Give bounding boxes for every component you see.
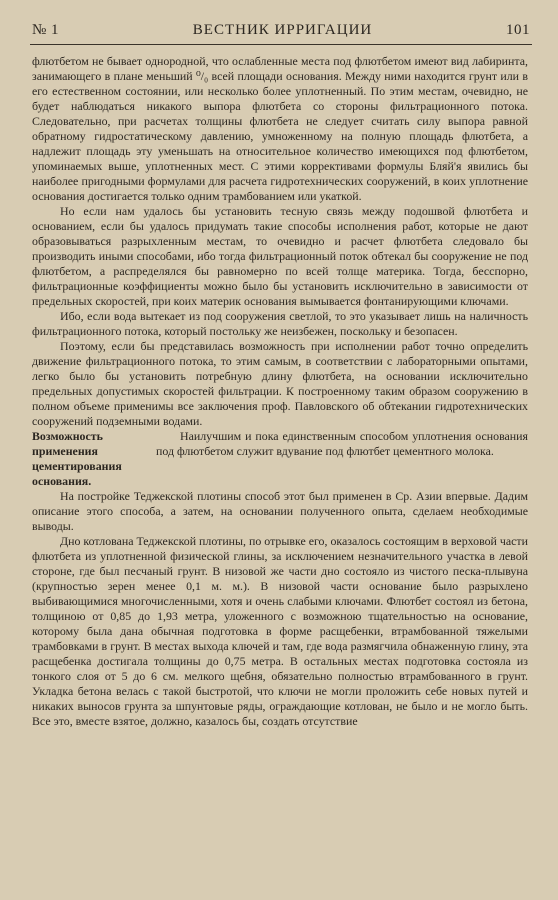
paragraph: флютбетом не бывает однородной, что ослабленные места под флютбетом имеют вид лабиринта, занимающего в плане меньший ⁰/₀ всей площади основания. Между ними находится грунт или в его естественном состоянии, или несколько более уплотненный. По этим местам, очевидно, не будет наблюдаться никакого выпора флютбета со стороны фильтрационного потока. Следовательно, при расчетах толщины флютбета не следует считать силу выпора равной обратному гидростатическому давлению, умноженному на полную площадь флютбета, а надлежит площадь эту уменьшать на относительное количество имеющихся под флютбетом, упоминаемых выше, уплотненных мест. С этими коррективами формулы Бляй'я явились бы наиболее пригодными формулами для расчета гидротехнических сооружений, в коих уплотнение основания достигается только одним трамбованием или укаткой. — [32, 54, 528, 203]
section-block — [32, 429, 528, 489]
section-heading: Возможность применения цементирования основания. — [32, 429, 122, 488]
running-header — [32, 18, 530, 42]
page-number: 101 — [505, 21, 530, 38]
article-body — [32, 54, 528, 729]
paragraph: Дно котлована Теджекской плотины, по отрывке его, оказалось состоящим в верховой части флютбета из уплотненной физической глины, за исключением незначительного участка в левой стороне, где был песчаный грунт. В низовой же части дно состояло из чистого песка-плывуна (крупностью зерен менее 0,1 м. м.). В низовой части основание было разрыхлено выбивающимися многочисленными, хотя и очень слабыми ключами. Флютбет состоял из бетона, толщиною от 0,85 до 1,93 метра, уложенного с возможною тщательностью на основание, которому была дана обычная подготовка в форме расщебенки, втрамбованной тяжелыми трамбовками в грунт. В местах выхода ключей и там, где вода размягчила обнаженную глину, эта расщебенка достигала толщины до 0,75 метра. В остальных местах подготовка состояла из тонкого слоя от 5 до 6 см. мелкого щебня, обязательно полностью втрамбованного в грунт. Укладка бетона велась с такой быстротой, что ключи не могли проложить себе новых путей и никаких выносов грунта за шпунтовые ряды, ограждающие котлован, не было и не могло быть. Все это, вместе взятое, должно, казалось бы, создать отсутствие — [32, 534, 528, 728]
paragraph: Поэтому, если бы представилась возможность при исполнении работ точно определить движение фильтрационного потока, то этим самым, в соответствии с лабораторными опытами, легко было бы установить потребную длину флютбета, на основании исключительно предельных допустимых скоростей фильтрации. К построенному таким образом сооружению в полном объеме применимы все заключения проф. Павловского об обтекании гидротехнических сооружений подземными водами. — [32, 339, 528, 428]
paragraph: Ибо, если вода вытекает из под сооружения светлой, то это указывает лишь на наличность фильтрационного потока, который постольку же неизбежен, поскольку и безопасен. — [32, 309, 528, 338]
section-text: Наилучшим и пока единственным способом уплотнения основания под флютбетом служит вдувание под флютбет цементного молока. — [156, 429, 528, 458]
issue-number: № 1 — [32, 21, 60, 38]
paragraph: Но если нам удалось бы установить тесную связь между подошвой флютбета и основанием, если бы удалось придумать такие способы исполнения работ, которые не дают образовываться разрыхленным местам, то очевидно и расчет флютбета следовало бы производить иными способами, ибо тогда фильтрационный поток обтекал бы сооружение не под флютбетом, а распределялся бы равномерно по всей толще материка. Тогда, бесспорно, фильтрационные коэффициенты можно было бы установить исключительно в зависимости от предельных скоростей, при коих материк основания вымывается фонтанирующими ключами. — [32, 204, 528, 308]
paragraph: На постройке Теджекской плотины способ этот был применен в Ср. Азии впервые. Дадим описание этого способа, а затем, на основании полученного опыта, сделаем необходимые выводы. — [32, 489, 528, 533]
header-rule — [30, 44, 532, 45]
journal-title: ВЕСТНИК ИРРИГАЦИИ — [192, 21, 373, 38]
